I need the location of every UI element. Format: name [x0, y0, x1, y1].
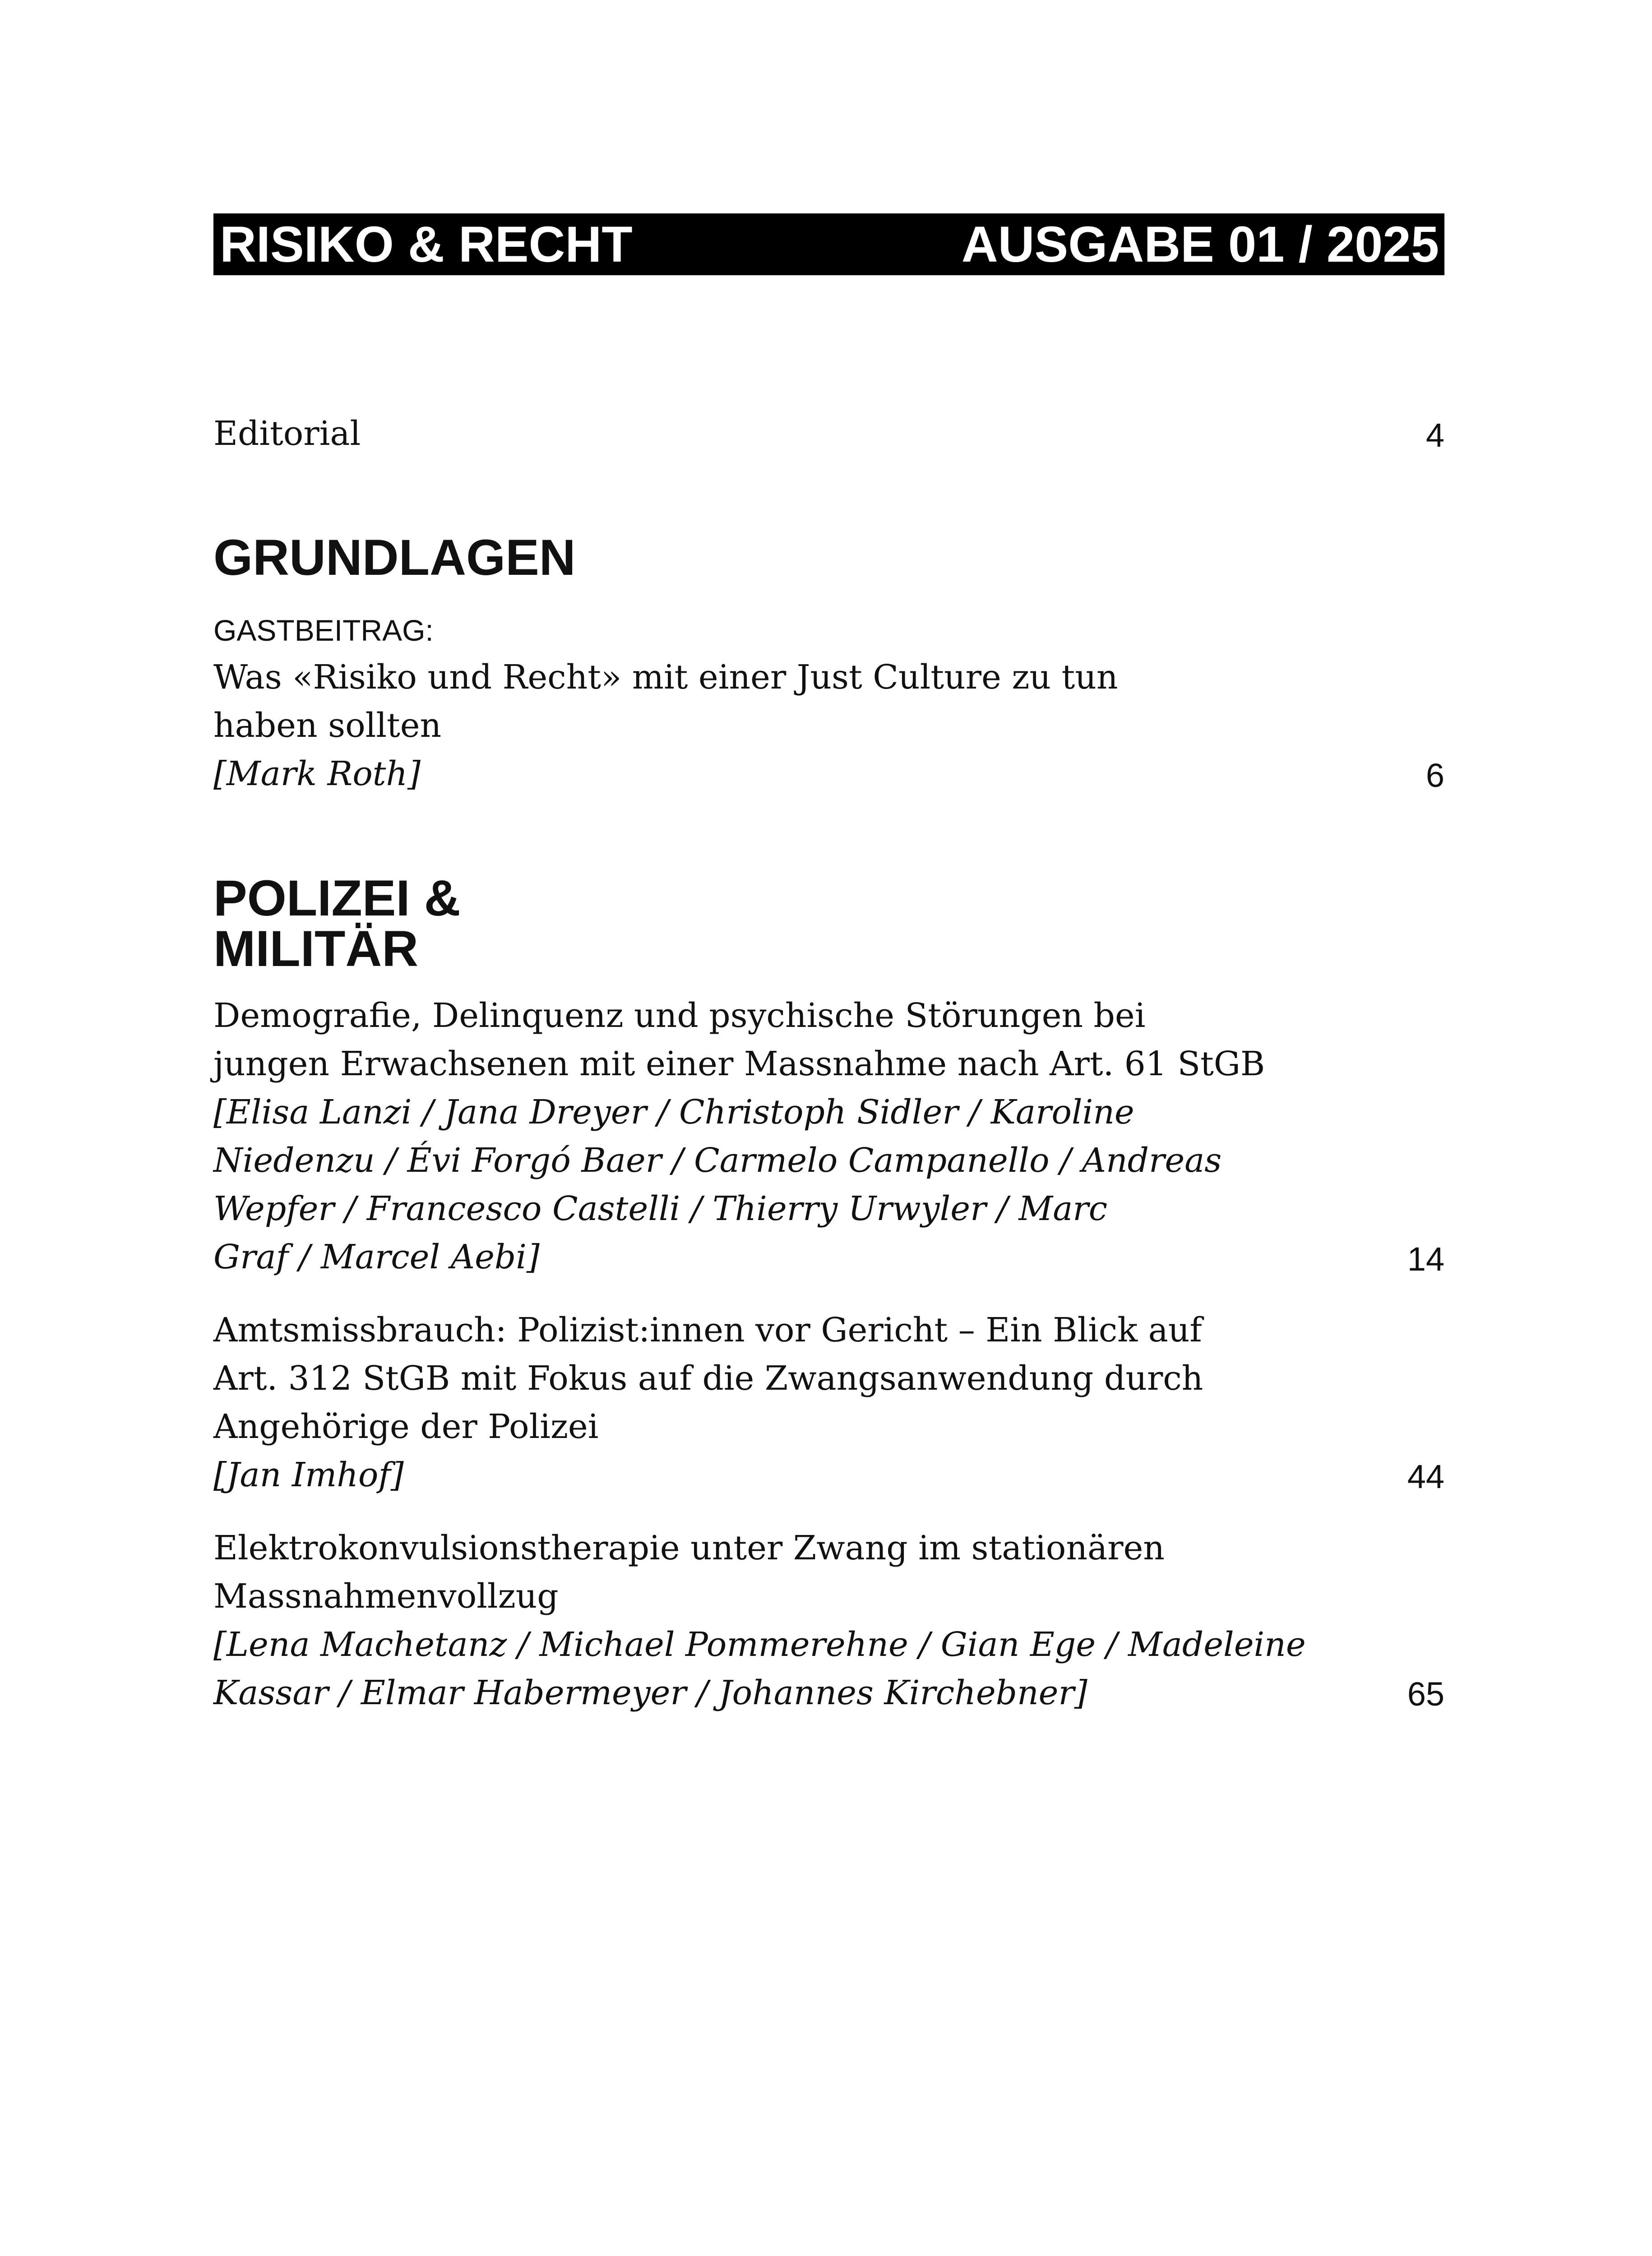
- page-number: 6: [1425, 757, 1444, 794]
- toc-entry-editorial[interactable]: [213, 410, 1287, 458]
- entry-author-line: Kassar / Elmar Habermeyer / Johannes Kirchebner]: [213, 1674, 1087, 1712]
- section-heading-line: POLIZEI &: [213, 870, 461, 926]
- entry-title-line: Art. 312 StGB mit Fokus auf die Zwangsanwendung durch: [213, 1359, 1203, 1398]
- journal-header: [213, 213, 1444, 275]
- section-heading-polizei-militaer: [213, 870, 461, 977]
- entry-author-line: [Elisa Lanzi / Jana Dreyer / Christoph Sidler / Karoline: [213, 1093, 1134, 1132]
- page-number: 4: [1425, 416, 1444, 454]
- entry-title-line: Massnahmenvollzug: [213, 1577, 559, 1616]
- section-heading-line: MILITÄR: [213, 920, 419, 977]
- kicker-label: GASTBEITRAG:: [213, 614, 434, 647]
- page-number: 14: [1407, 1240, 1444, 1278]
- toc-entry[interactable]: [213, 992, 1287, 1281]
- page-number: 44: [1407, 1458, 1444, 1495]
- entry-author: [Mark Roth]: [213, 754, 421, 793]
- entry-title-line: haben sollten: [213, 706, 442, 745]
- entry-title-line: jungen Erwachsenen mit einer Massnahme nach Art. 61 StGB: [213, 1045, 1265, 1083]
- journal-title: RISIKO & RECHT: [220, 216, 633, 273]
- toc-entry[interactable]: [213, 653, 1287, 798]
- entry-title-line: Angehörige der Polizei: [213, 1407, 599, 1446]
- section-heading-grundlagen: GRUNDLAGEN: [213, 529, 576, 586]
- entry-title-line: Elektrokonvulsionstherapie unter Zwang im stationären: [213, 1529, 1165, 1567]
- entry-author-line: Niedenzu / Évi Forgó Baer / Carmelo Campanello / Andreas: [213, 1141, 1222, 1180]
- page-number: 65: [1407, 1675, 1444, 1713]
- entry-title: Editorial: [213, 414, 361, 453]
- entry-author-line: Wepfer / Francesco Castelli / Thierry Urwyler / Marc: [213, 1189, 1108, 1228]
- entry-title-line: Amtsmissbrauch: Polizist:innen vor Gericht – Ein Blick auf: [213, 1311, 1202, 1350]
- entry-author-line: [Lena Machetanz / Michael Pommerehne / Gian Ege / Madeleine: [213, 1625, 1306, 1664]
- toc-entry[interactable]: [213, 1306, 1287, 1499]
- entry-author: [Jan Imhof]: [213, 1456, 404, 1494]
- toc-entry[interactable]: [213, 1524, 1306, 1717]
- issue-label: AUSGABE 01 / 2025: [961, 216, 1439, 273]
- entry-title-line: Demografie, Delinquenz und psychische Störungen bei: [213, 996, 1146, 1035]
- entry-title-line: Was «Risiko und Recht» mit einer Just Culture zu tun: [213, 658, 1118, 697]
- entry-author-line: Graf / Marcel Aebi]: [213, 1238, 540, 1276]
